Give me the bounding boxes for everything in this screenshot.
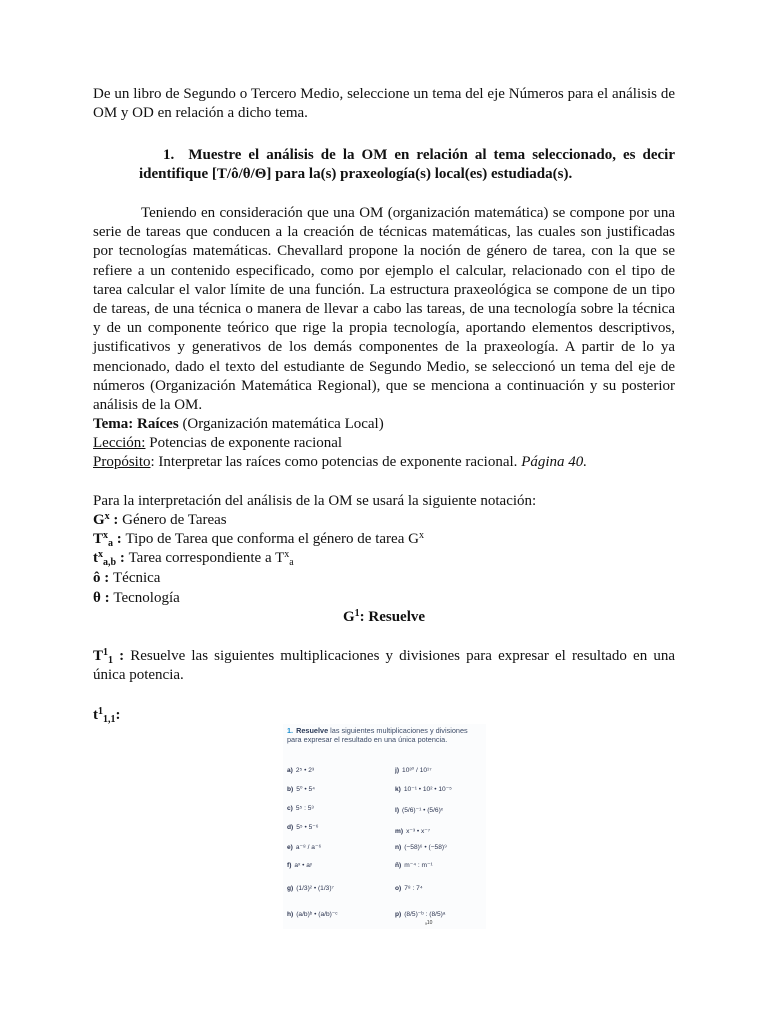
exercise-b: b) 5⁰ • 5⁴ bbox=[287, 786, 316, 793]
exercise-j: j) 10³⁰ / 10¹⁷ bbox=[395, 767, 432, 774]
exercise-header: 1. Resuelve las siguientes multiplicaciones y divisiones para expresar el resultado en una única potencia. bbox=[287, 726, 468, 744]
t1-line: $T^1_1$ : Resuelve las siguientes multiplicaciones y divisiones para expresar el resultado en una única potencia. bbox=[93, 647, 675, 684]
proposito-value: : Interpretar las raíces como potencias de exponente racional. bbox=[150, 454, 522, 470]
exercise-footnote: ₐ10 bbox=[425, 920, 433, 926]
exercise-c: c) 5⁵ : 5³ bbox=[287, 805, 314, 812]
question-number: 1. bbox=[163, 147, 175, 163]
exercise-h: h) (a/b)ᵇ • (a/b)⁻ᶜ bbox=[287, 911, 338, 918]
exercise-f: f) aˣ • aʸ bbox=[287, 862, 312, 869]
proposito-line bbox=[93, 453, 675, 472]
proposito-page: Página 40. bbox=[521, 454, 588, 470]
question-1 bbox=[139, 146, 675, 184]
exercise-a: a) 2⁵ • 2³ bbox=[287, 767, 315, 774]
proposito-label: Propósito bbox=[93, 454, 151, 470]
exercise-m: m) x⁻³ • x⁻⁷ bbox=[395, 828, 431, 835]
exercise-k: k) 10⁻¹ • 10² • 10⁻⁵ bbox=[395, 786, 452, 793]
exercise-image bbox=[283, 724, 486, 929]
body-paragraph: Teniendo en consideración que una OM (organización matemática) se compone por una serie de tareas que conducen a la creación de técnicas matemáticas, las cuales son justificadas por tecnologías matemáticas. Chevallard propone la noción de género de tarea, con la que se refiere a un contenido especificado, como por ejemplo el calcular, relacionado con el tipo de tarea calcular el valor límite de una función. La estructura praxeológica se compone de un tipo de tareas, de una técnica o manera de llevar a cabo las tareas, de una tecnología sobre la técnica y de un componente teórico que rige la propia tecnología, aportando elementos descriptivos, justificativos y generativos de los demás componentes de la praxeología. A partir de lo ya mencionado, dado el texto del estudiante de Segundo Medio, se seleccionó un tema del eje de números (Organización Matemática Regional), que se menciona a continuación y su posterior análisis de la OM. bbox=[93, 205, 675, 414]
exercise-o: o) 7⁸ : 7⁴ bbox=[395, 885, 423, 892]
tema-value: (Organización matemática Local) bbox=[178, 416, 384, 432]
exercise-p: p) (8/5)⁻ᵇ : (8/5)ᵃ bbox=[395, 911, 446, 918]
leccion-value: Potencias de exponente racional bbox=[145, 435, 343, 451]
question-text: Muestre el análisis de la OM en relación al tema seleccionado, es decir identifique [T/ô/θ/Θ] para la(s) praxeología(s) local(es) estudiada(s). bbox=[139, 147, 675, 183]
notation-tarea: $t^x_{a,b}$ : Tarea correspondiente a $T^x_a$ bbox=[93, 549, 294, 568]
exercise-l: l) (5/6)⁻¹ • (5/6)ˣ bbox=[395, 807, 443, 814]
exercise-d: d) 5⁵ • 5⁻⁶ bbox=[287, 824, 319, 831]
intro-paragraph: De un libro de Segundo o Tercero Medio, seleccione un tema del eje Números para el análisis de OM y OD en relación a dicho tema. bbox=[93, 86, 675, 122]
notation-tecnica: ô : Técnica bbox=[93, 570, 161, 586]
exercise-e: e) a⁻⁸ / a⁻⁶ bbox=[287, 844, 322, 851]
t11-label: $t^1_{1,1}$: bbox=[93, 706, 121, 725]
notation-intro: Para la interpretación del análisis de la OM se usará la siguiente notación: bbox=[93, 493, 537, 509]
exercise-g: g) (1/3)² • (1/3)⁷ bbox=[287, 885, 334, 892]
exercise-n-tilde: ñ) m⁻⁴ : m⁻¹ bbox=[395, 862, 433, 869]
tema-line bbox=[93, 415, 675, 434]
g1-heading: $G^1$: Resuelve bbox=[342, 608, 426, 625]
notation-genero: $G^x$ : Género de Tareas bbox=[93, 511, 227, 528]
exercise-n: n) (−58)⁶ • (−58)⁹ bbox=[395, 844, 447, 851]
leccion-line bbox=[93, 434, 675, 453]
notation-tipo: $T^x_a$ : Tipo de Tarea que conforma el género de tarea $G^x$ bbox=[93, 530, 424, 549]
tema-label: Tema: Raíces bbox=[93, 416, 179, 432]
notation-tecnologia: θ : Tecnología bbox=[93, 590, 180, 606]
leccion-label: Lección: bbox=[93, 435, 146, 451]
